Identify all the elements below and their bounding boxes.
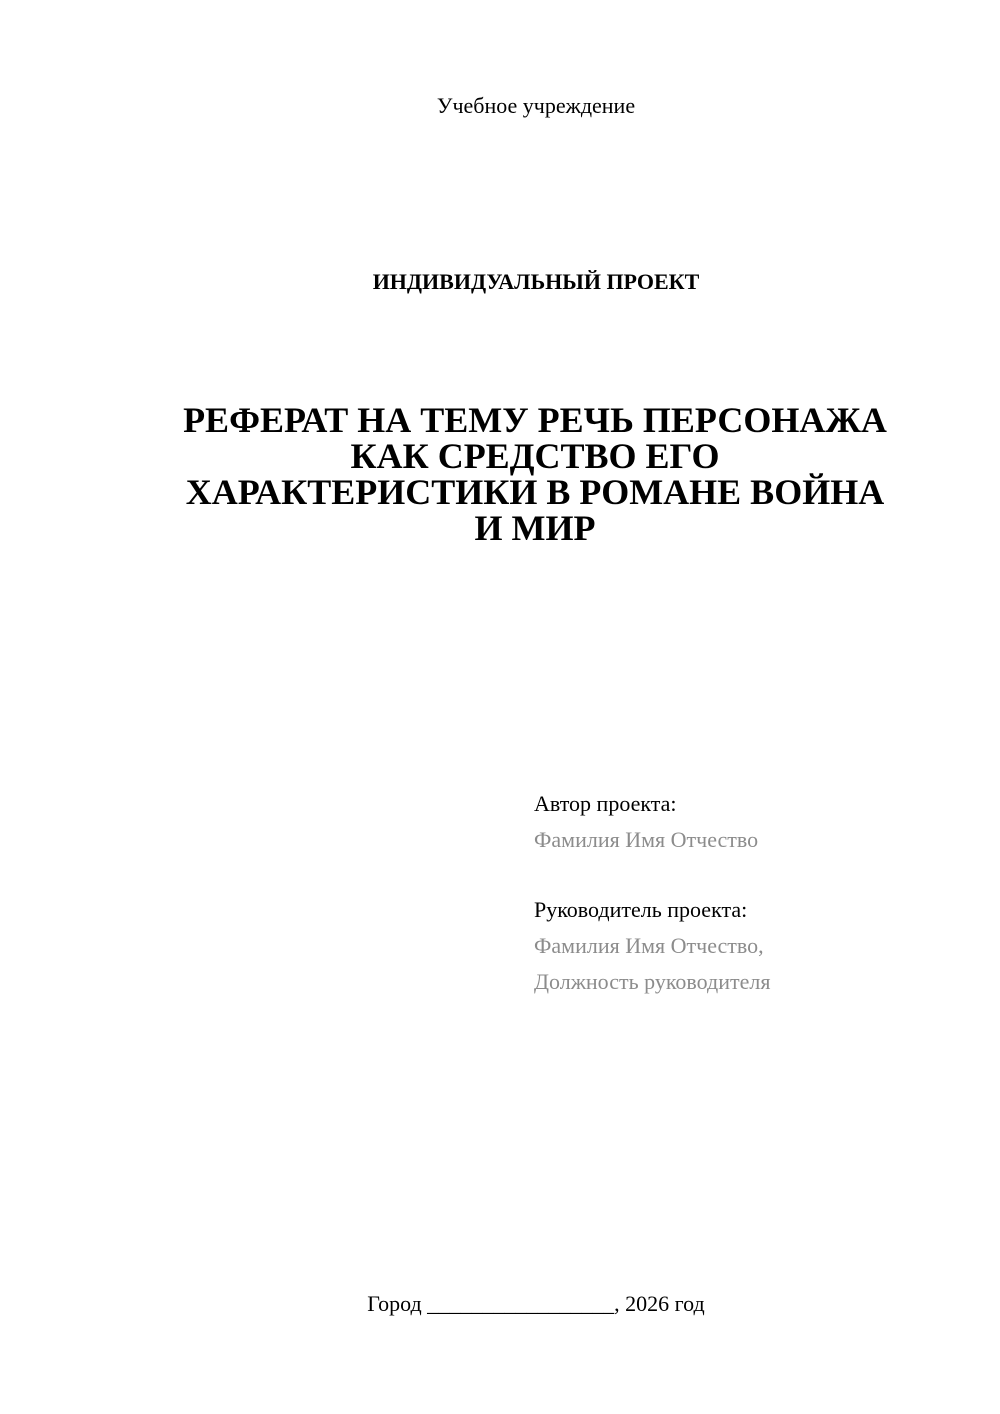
title-line: РЕФЕРАТ НА ТЕМУ РЕЧЬ ПЕРСОНАЖА — [183, 400, 887, 440]
supervisor-block — [534, 892, 974, 1000]
author-name: Фамилия Имя Отчество — [534, 827, 759, 852]
project-type-heading: ИНДИВИДУАЛЬНЫЙ ПРОЕКТ — [372, 269, 700, 294]
title-line: КАК СРЕДСТВО ЕГО — [350, 436, 720, 476]
document-title — [150, 402, 920, 546]
author-label: Автор проекта: — [534, 791, 677, 816]
city-year-line: Город _________________, 2026 год — [367, 1291, 705, 1316]
author-block — [534, 786, 974, 858]
supervisor-name: Фамилия Имя Отчество, — [534, 933, 764, 958]
supervisor-label: Руководитель проекта: — [534, 897, 748, 922]
institution-name: Учебное учреждение — [436, 93, 636, 118]
title-line: И МИР — [474, 508, 596, 548]
title-line: ХАРАКТЕРИСТИКИ В РОМАНЕ ВОЙНА — [185, 472, 885, 512]
supervisor-position: Должность руководителя — [534, 969, 771, 994]
